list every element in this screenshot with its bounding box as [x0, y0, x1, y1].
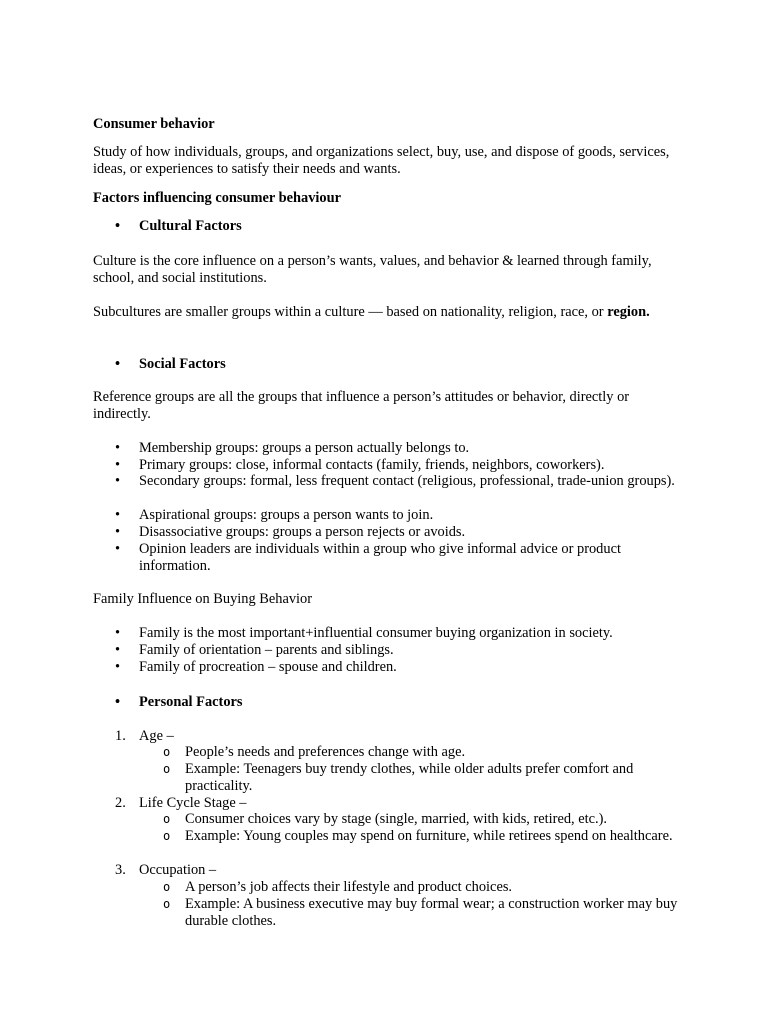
list-item-text: Disassociative groups: groups a person rejects or avoids.	[139, 524, 466, 540]
list-item-text: Secondary groups: formal, less frequent contact (religious, professional, trade-union groups).	[139, 473, 675, 489]
sub-bullet: o	[163, 762, 171, 776]
numbered-item-age	[93, 728, 683, 745]
sub-bullet: o	[163, 880, 171, 894]
page-title: Consumer behavior	[93, 116, 215, 132]
heading-text: Cultural Factors	[139, 218, 242, 234]
sub-item-text: Example: A business executive may buy formal wear; a construction worker may buy durable clothes.	[185, 896, 678, 929]
bullet: •	[115, 659, 121, 675]
numbered-item-occupation	[93, 862, 683, 879]
heading-text: Personal Factors	[139, 694, 243, 710]
sub-item-text: Example: Teenagers buy trendy clothes, while older adults prefer comfort and practicality.	[185, 761, 634, 794]
bullet: •	[115, 642, 121, 658]
family-influence-heading: Family Influence on Buying Behavior	[93, 591, 313, 607]
list-item-text: Family of orientation – parents and siblings.	[139, 642, 394, 658]
list-item-text: Family of procreation – spouse and children.	[139, 659, 397, 675]
subculture-text: Subcultures are smaller groups within a culture — based on nationality, religion, race, or	[93, 304, 604, 320]
sub-list-item	[93, 896, 683, 930]
reference-groups-paragraph: Reference groups are all the groups that influence a person’s attitudes or behavior, directly or indirectly.	[93, 389, 630, 422]
social-factors-heading	[93, 356, 683, 373]
bullet: •	[115, 524, 121, 540]
sub-list-item	[93, 879, 683, 896]
list-item	[93, 524, 683, 541]
list-item	[93, 473, 683, 490]
personal-factors-heading	[93, 694, 683, 711]
bullet: •	[115, 218, 121, 234]
sub-bullet: o	[163, 745, 171, 759]
item-number: 3.	[115, 862, 126, 878]
culture-paragraph: Culture is the core influence on a person’s wants, values, and behavior & learned through family, school, and social institutions.	[93, 253, 652, 286]
list-item	[93, 457, 683, 474]
sub-item-text: Consumer choices vary by stage (single, married, with kids, retired, etc.).	[185, 811, 608, 827]
sub-list-item	[93, 811, 683, 828]
list-item	[93, 659, 683, 676]
bullet: •	[115, 440, 121, 456]
sub-bullet: o	[163, 812, 171, 826]
sub-item-text: Example: Young couples may spend on furniture, while retirees spend on healthcare.	[185, 828, 673, 844]
sub-list-item	[93, 761, 683, 795]
list-item-text: Opinion leaders are individuals within a group who give informal advice or product information.	[139, 541, 621, 574]
numbered-item-life-cycle	[93, 795, 683, 812]
sub-item-text: A person’s job affects their lifestyle and product choices.	[185, 879, 513, 895]
item-label: Age –	[139, 728, 174, 744]
bullet: •	[115, 625, 121, 641]
bullet: •	[115, 457, 121, 473]
bullet: •	[115, 507, 121, 523]
sub-bullet: o	[163, 829, 171, 843]
item-label: Life Cycle Stage –	[139, 795, 247, 811]
bullet: •	[115, 541, 121, 557]
list-item-text: Family is the most important+influential consumer buying organization in society.	[139, 625, 613, 641]
list-item	[93, 507, 683, 524]
sub-bullet: o	[163, 897, 171, 911]
sub-list-item	[93, 744, 683, 761]
list-item	[93, 625, 683, 642]
list-item	[93, 642, 683, 659]
list-item-text: Membership groups: groups a person actually belongs to.	[139, 440, 470, 456]
sub-item-text: People’s needs and preferences change with age.	[185, 744, 466, 760]
list-item	[93, 440, 683, 457]
item-number: 1.	[115, 728, 126, 744]
bullet: •	[115, 356, 121, 372]
bullet: •	[115, 473, 121, 489]
cultural-factors-heading	[93, 218, 683, 235]
item-label: Occupation –	[139, 862, 217, 878]
sub-list-item	[93, 828, 683, 845]
subculture-bold: region.	[607, 304, 650, 320]
list-item-text: Aspirational groups: groups a person wants to join.	[139, 507, 434, 523]
list-item-text: Primary groups: close, informal contacts (family, friends, neighbors, coworkers).	[139, 457, 605, 473]
bullet: •	[115, 694, 121, 710]
heading-text: Social Factors	[139, 356, 226, 372]
definition-paragraph: Study of how individuals, groups, and organizations select, buy, use, and dispose of goods, services, ideas, or experiences to satisfy their needs and wants.	[93, 144, 670, 177]
item-number: 2.	[115, 795, 126, 811]
factors-heading: Factors influencing consumer behaviour	[93, 190, 341, 206]
subculture-paragraph	[93, 304, 683, 321]
list-item	[93, 541, 683, 575]
